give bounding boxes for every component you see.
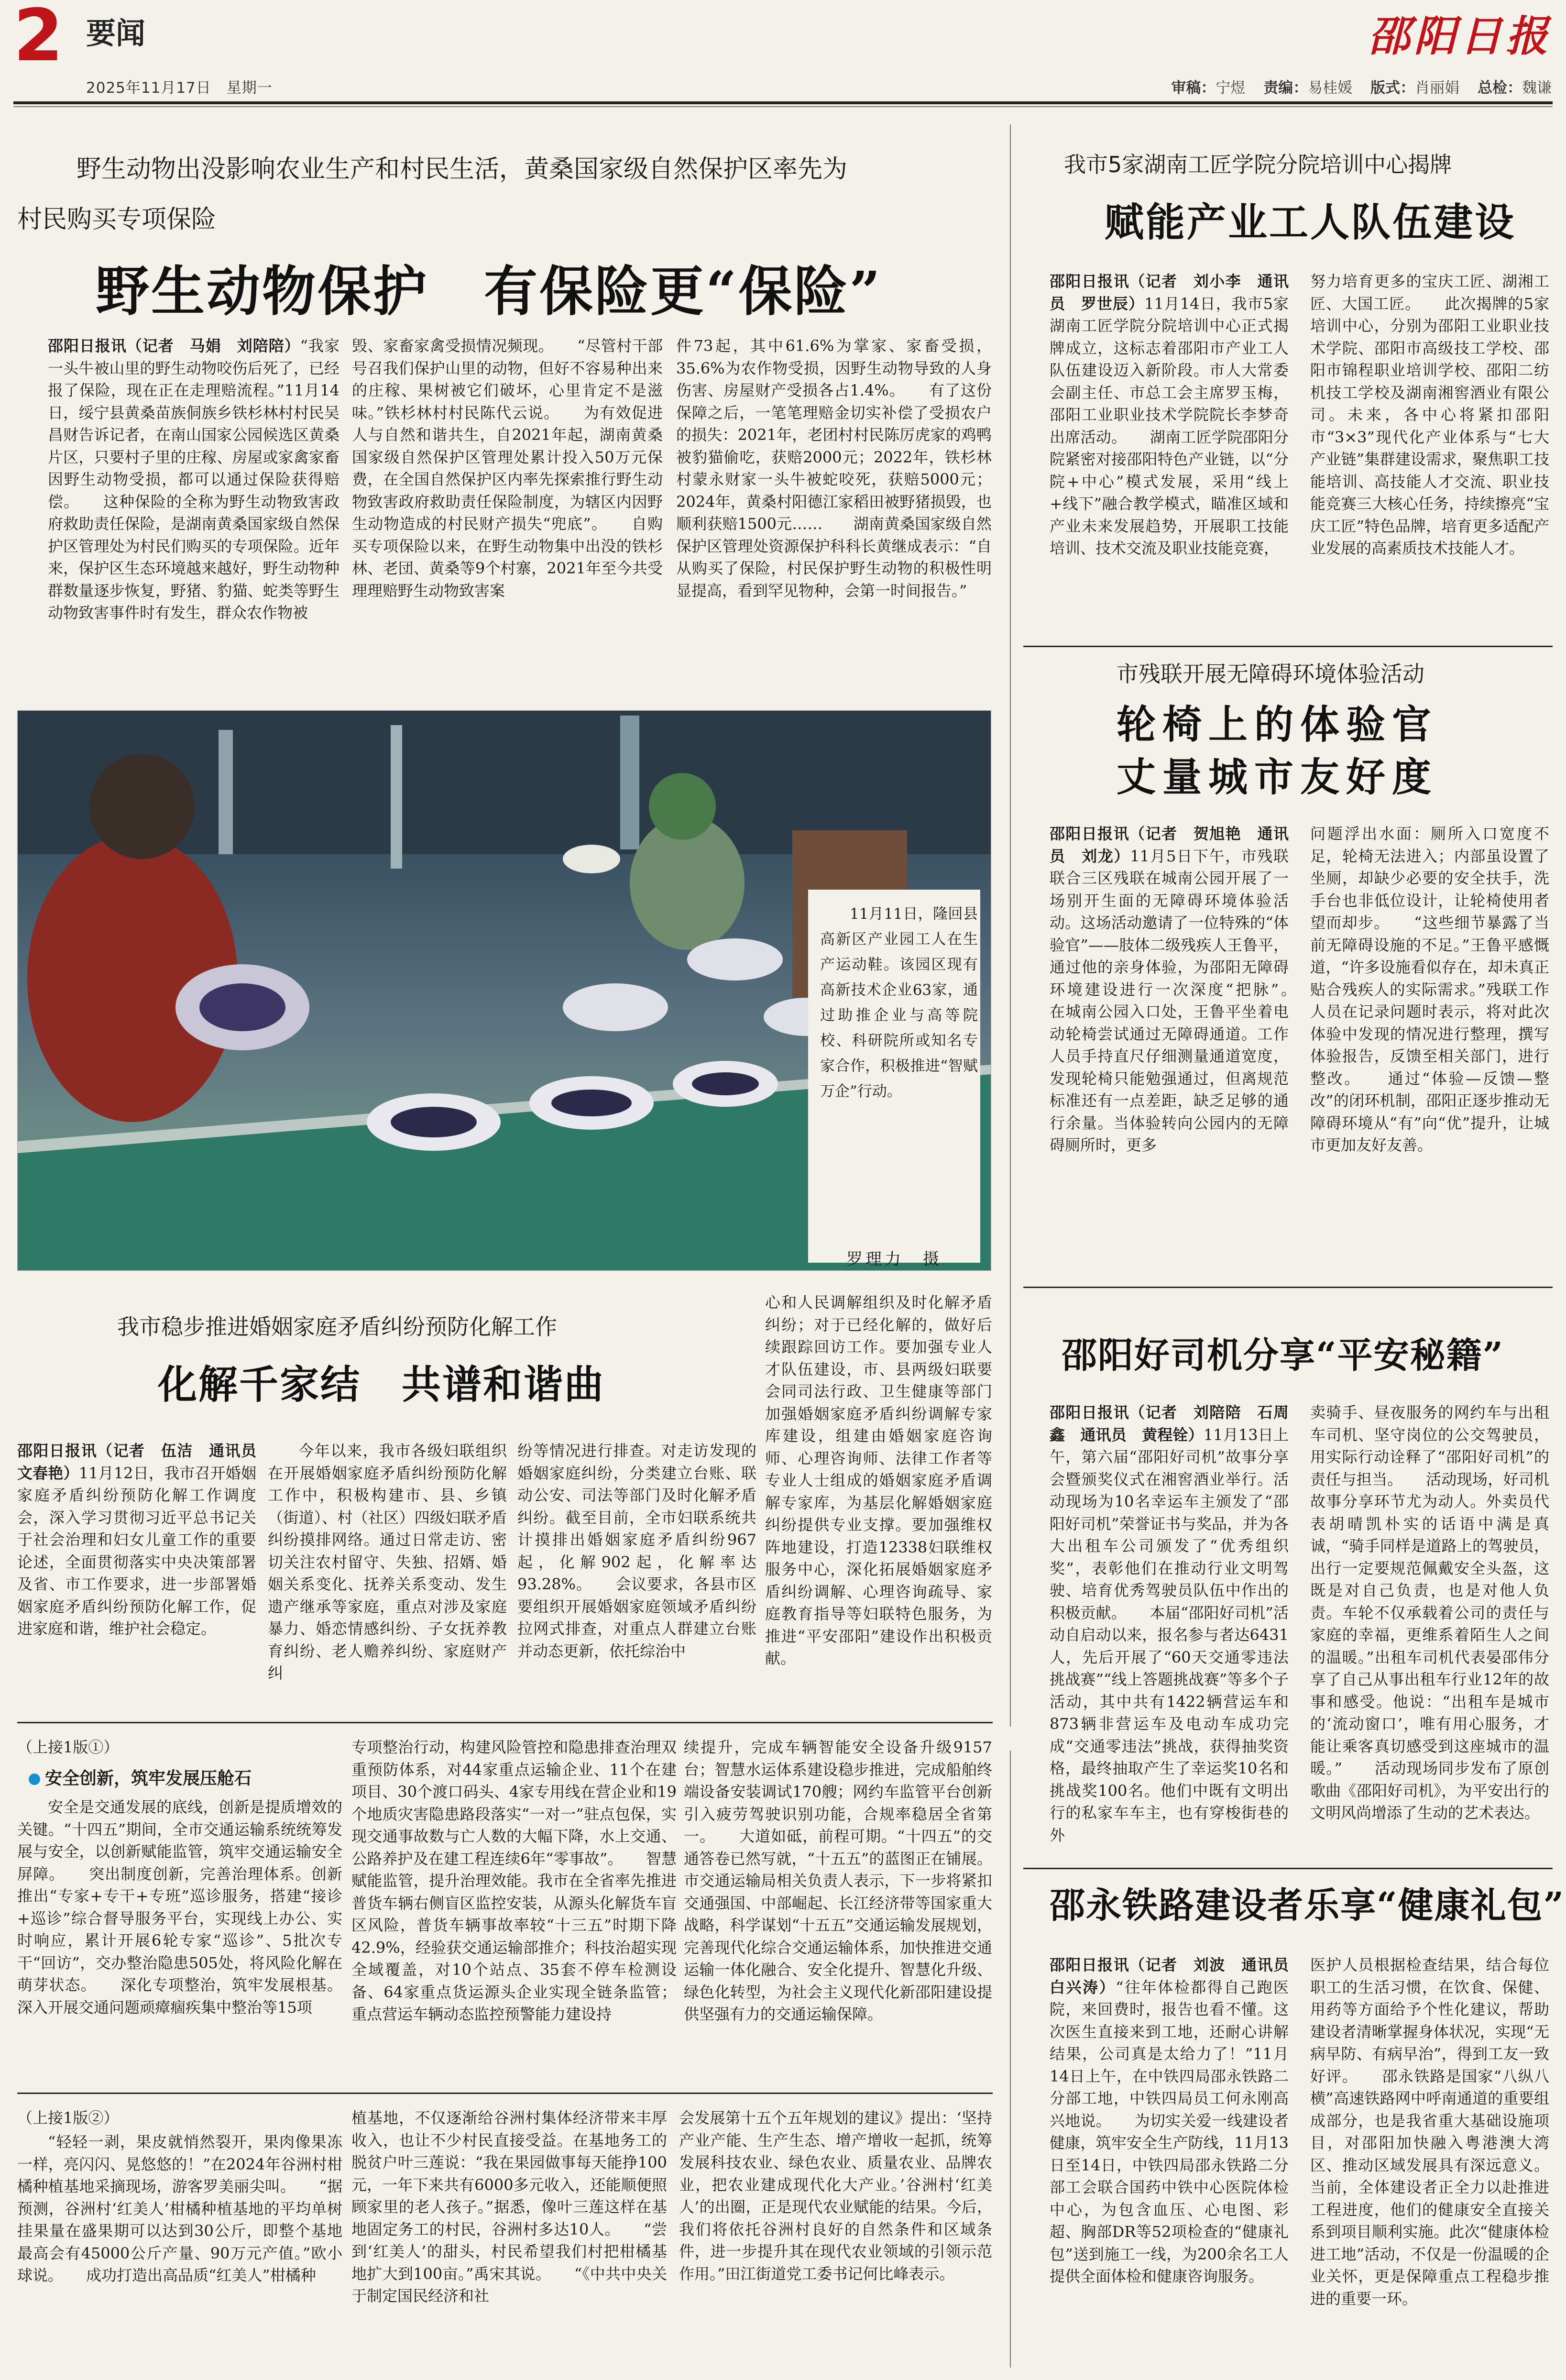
article4-text: 问题浮出水面：厕所入口宽度不足，轮椅无法进入；内部虽设置了坐厕，却缺少必要的安全扶手，洗手台也非低位设计，让轮椅使用者望而却步。 “这些细节暴露了当前无障碍设施的不足。”王鲁平感慨道，“许多设施看似存在，却未真正贴合残疾人的实际需求。”残联工作人员在记录问题时表示，将对此次体验中发现的情况进行整理，撰写体验报告，反馈至相关部门，进行整改。 通过“体验—反馈—整改”的闭环机制，邵阳正逐步推动无障碍环境从“有”向“优”提升，让城市更加友好友善。 [1310, 825, 1549, 1154]
article2-headline: 化解千家结 共谱和谐曲 [158, 1362, 605, 1408]
jump2-column [17, 2131, 342, 2370]
masthead-rule-thin [13, 106, 1553, 107]
article3-text: 努力培育更多的宝庆工匠、湖湘工匠、大国工匠。 此次揭牌的5家培训中心，分别为邵阳工业职业技术学院、邵阳市高级技工学校、邵阳市锦程职业培训学校、邵阳二纺机技工学校及湖南湘窖酒业有限公司。未来，各中心将紧扣邵阳市“3×3”现代化产业体系与“七大产业链”集群建设需求，聚焦职工技能培训、高技能人才交流、职业技能竞赛三大核心任务，持续擦亮“宝庆工匠”特色品牌，培育更多适配产业发展的高素质技术技能人才。 [1310, 272, 1549, 557]
article6-column [1050, 1954, 1304, 2370]
editor-name: 魏谦 [1522, 79, 1552, 97]
article3-column [1050, 270, 1289, 686]
jump2-label [17, 2107, 342, 2126]
article5-text: 11月13日上午，第六届“邵阳好司机”故事分享会暨颁奖仪式在湘窖酒业举行。活动现场为10名幸运车主颁发了“邵阳好司机”荣誉证书与奖品，并为各大出租车公司颁发了“优秀组织奖”，表彰他们在推动行业文明驾驶、培育优秀驾驶员队伍中作出的积极贡献。 本届“邵阳好司机”活动自启动以来，报名参与者达6431人，先后开展了“60天交通零违法挑战赛”“线上答题挑战赛”等多个子活动，其中共有1422辆营运车和873辆非营运车及电动车成功完成“交通零违法”挑战，获得抽奖资格，最终抽取产生了幸运奖10名和挑战奖100名。他们中既有文明出行的私家车车主，也有穿梭街巷的外 [1050, 1425, 1289, 1844]
masthead-rule [13, 101, 1553, 104]
article5-column [1310, 1401, 1549, 1942]
jump2-text: 会发展第十五个五年规划的建议》提出：‘坚持产业产能、生产生态、增产增收一起抓，统筹发展科技农业、绿色农业、质量农业、品牌农业，把农业建成现代化大产业。’谷洲村‘红美人’的出圈，正是现代农业赋能的结果。今后，我们将依托谷洲村良好的自然条件和区域条件，进一步提升其在现代农业领域的引领示范作用。”田江街道党工委书记何比峰表示。 [679, 2109, 992, 2283]
article4-text: 11月5日下午，市残联联合三区残联在城南公园开展了一场别开生面的无障碍环境体验活动。这场活动邀请了一位特殊的“体验官”——肢体二级残疾人王鲁平，通过他的亲身体验，为邵阳无障碍环境建设进行一次深度“把脉”。 在城南公园入口处，王鲁平坐着电动轮椅尝试通过无障碍通道。工作人员手持直尺仔细测量通道宽度，发现轮椅只能勉强通过，但离规范标准还有一点差距，缺乏足够的通行余量。当体验转向公园内的无障碍厕所时，更多 [1050, 847, 1320, 1154]
article1-dateline: 邵阳日报讯（记者 马娟 刘陪陪） [48, 337, 300, 355]
article2-text: 今年以来，我市各级妇联组织在开展婚姻家庭矛盾纠纷预防化解工作中，积极构建市、县、乡镇（街道）、村（社区）四级妇联矛盾纠纷摸排网络。通过日常走访、密切关注农村留守、失独、招婿、婚姻关系变化、抚养关系变动、发生遗产继承等家庭，重点对涉及家庭暴力、婚恋情感纠纷、子女抚养教育纠纷、老人赡养纠纷、家庭财产纠 [268, 1442, 507, 1682]
article3-text: 11月14日，我市5家湖南工匠学院分院培训中心正式揭牌成立，这标志着邵阳市产业工人队伍建设迈入新阶段。市人大常委会副主任、市总工会主席罗玉梅，邵阳工业职业技术学院院长李梦奇出席活动。 湖南工匠学院邵阳分院紧密对接邵阳特色产业链，以“分院+中心”模式发展，采用“线上+线下”融合教学模式，瞄准区域和产业未来发展趋势，开展职工技能培训、技术交流及职业技能竞赛， [1050, 294, 1289, 557]
article5-dateline: 邵阳日报讯（记者 刘陪陪 石周鑫 通讯员 黄程铨） [1050, 1403, 1289, 1444]
issue-date: 2025年11月17日 星期一 [86, 79, 273, 97]
article2-column [517, 1440, 756, 1708]
article3-column [1310, 270, 1549, 686]
article2-column [17, 1440, 272, 1708]
jump1-text: 专项整治行动，构建风险管控和隐患排查治理双重预防体系，对44家重点运输企业、11个在建项目、30个渡口码头、4家专用线在营企业和19个地质灾害隐患路段落实“一对一”驻点包保，实现交通事故数与亡人数的大幅下降，水上交通、公路养护及在建工程连续6年“零事故”。 智慧赋能监管，提升治理效能。我市在全省率先推进普货车辆右侧盲区监控安装，从源头化解货车盲区风险，普货车辆事故率较“十三五”时期下降42.9%，经验获交通运输部推介；科技治超实现全域覆盖，对10个站点、35套不停车检测设备、64家重点货运源头企业实现全链条监管；重点营运车辆动态监控预警能力建设持 [351, 1738, 677, 2023]
article1-text: “我家一头牛被山里的野生动物咬伤后死了，已经报了保险，现在正在走理赔流程。”11月14日，绥宁县黄桑苗族侗族乡铁杉林村村民吴昌财告诉记者，在南山国家公园候选区黄桑片区，只要村子里的庄稼、房屋或家禽家畜因野生动物受损，都可以通过保险获得赔偿。 这种保险的全称为野生动物致害政府救助责任保险，是湖南黄桑国家级自然保护区管理处为村民们购买的专项保险。近年来，保护区生态环境越来越好，野生动物种群数量逐步恢复，野猪、豹猫、蛇类等野生动物致害事件时有发生，群众农作物被 [48, 337, 339, 622]
editor-name: 易桂媛 [1308, 79, 1353, 97]
article2-dateline: 邵阳日报讯（记者 伍洁 通讯员 文春艳） [17, 1442, 272, 1482]
jump1-text: 续提升，完成车辆智能安全设备升级9157台；智慧水运体系建设稳步推进，完成船舶终端设备安装调试170艘；网约车监管平台创新引入疲劳驾驶识别功能，合规率稳居全省第一。 大道如砥，前程可期。“十四五”的交通答卷已然写就，“十五五”的蓝图正在铺展。市交通运输局相关负责人表示，下一步将紧扣交通强国、中部崛起、长江经济带等国家重大战略，科学谋划“十五五”交通运输发展规划，完善现代化综合交通运输体系，加快推进交通运输一体化融合、安全化提升、智慧化升级、绿色化转型，为社会主义现代化新邵阳建设提供坚强有力的交通运输保障。 [684, 1738, 992, 2023]
jump1-subhead [29, 1765, 252, 1789]
article2-text: 11月12日，我市召开婚姻家庭矛盾纠纷预防化解工作调度会，深入学习贯彻习近平总书记关于社会治理和妇女儿童工作的重要论述，全面贯彻落实中央决策部署及省、市工作要求，进一步部署婚姻家庭矛盾纠纷预防化解工作，促进家庭和谐，维护社会稳定。 [17, 1464, 256, 1638]
photo-credit: 罗理力 摄 [846, 1250, 942, 1269]
editor-role: 审稿： [1171, 79, 1216, 97]
editor-role: 总检： [1478, 79, 1522, 97]
article1-column [676, 335, 992, 698]
article5-text: 卖骑手、昼夜服务的网约车与出租车司机、坚守岗位的公交驾驶员，用实际行动诠释了“邵阳好司机”的责任与担当。 活动现场，好司机故事分享环节尤为动人。外卖员代表胡晴凯朴实的话语中满是真诚，“骑手同样是道路上的驾驶员，出行一定要规范佩戴安全头盔，这既是对自己负责，也是对他人负责。车轮不仅承载着公司的责任与家庭的幸福，更维系着陌生人之间的温暖。”出租车司机代表晏邵伟分享了自己从事出租车行业12年的故事和感受。他说：“出租车是城市的‘流动窗口’，唯有用心服务，才能让乘客真切感受到这座城市的温暖。” 活动现场同步发布了原创歌曲《邵阳好司机》，为平安出行的文明风尚增添了生动的艺术表达。 [1310, 1403, 1549, 1822]
section-rule [17, 2093, 993, 2094]
editor-role: 版式： [1370, 79, 1415, 97]
editor-credits [1171, 76, 1552, 97]
jump2-text: “轻轻一剥，果皮就悄然裂开，果肉像果冻一样，亮闪闪、晃悠悠的！”在2024年谷洲村柑橘种植基地采摘现场，游客罗美丽尖叫。 “据预测，谷洲村‘红美人’柑橘种植基地的平均单树挂果量在盛果期可以达到30公斤，即整个基地最高会有45000公斤产量、90万元产值。”欧小球说。 成功打造出高品质“红美人”柑橘种 [17, 2133, 342, 2284]
article1-kicker: 村民购买专项保险 [17, 205, 217, 234]
section-rule [1023, 646, 1553, 647]
article5-column [1050, 1401, 1289, 1942]
editor-role: 责编： [1263, 79, 1308, 97]
photo-caption [820, 902, 978, 1104]
article4-headline: 轮椅上的体验官 [1117, 702, 1438, 748]
article2-text: 纷等情况进行排查。对走访发现的婚姻家庭纠纷，分类建立台账、联动公安、司法等部门及时化解矛盾纠纷。截至目前，全市妇联系统共计摸排出婚姻家庭矛盾纠纷967起，化解902起，化解率达93.28%。 会议要求，各县市区要组织开展婚姻家庭领域矛盾纠纷拉网式排查，对重点人群建立台账并动态更新，依托综治中 [517, 1442, 756, 1660]
article6-text: “往年体检都得自己跑医院，来回费时，报告也看不懂。这次医生直接来到工地，还耐心讲解结果，公司真是太给力了！”11月14日上午，在中铁四局邵永铁路二分部工地，中铁四局员工何永刚高兴地说。 为切实关爱一线建设者健康，筑牢安全生产防线，11月13日至14日，中铁四局邵永铁路二分部工会联合国药中铁中心医院体检中心，为包含血压、心电图、彩超、胸部DR等52项检查的“健康礼包”送到施工一线，为200余名工人提供全面体检和健康咨询服务。 [1050, 1978, 1289, 2285]
jump1-subhead-text: 安全创新，筑牢发展压舱石 [45, 1769, 252, 1788]
jump1-column [17, 1796, 342, 2078]
column-divider [1010, 124, 1011, 1727]
article4-column [1310, 823, 1549, 1263]
article2-column [765, 1291, 992, 1708]
article4-headline: 丈量城市友好度 [1117, 754, 1438, 800]
article1-text: 毁、家畜家禽受损情况频现。 “尽管村干部号召我们保护山里的动物，但好不容易种出来的庄稼、果树被它们破坏，心里肯定不是滋味。”铁杉林村村民陈代云说。 为有效促进人与自然和谐共生，自2021年起，湖南黄桑国家级自然保护区管理处累计投入50万元保费，在全国自然保护区内率先探索推行野生动物致害政府救助责任保险制度，为辖区内因野生动物造成的村民财产损失“兜底”。 自购买专项保险以来，在野生动物集中出没的铁杉林、老団、黄桑等9个村寨，2021年至今共受理理赔野生动物致害案 [352, 337, 663, 600]
newspaper-logo: 邵阳日报 [1368, 11, 1552, 61]
article6-column [1310, 1954, 1549, 2370]
article5-headline: 邵阳好司机分享“平安秘籍” [1062, 1335, 1504, 1376]
article6-text: 医护人员根据检查结果，结合每位职工的生活习惯，在饮食、保健、用药等方面给予个性化建议，帮助建设者清晰掌握身体状况，实现“无病早防、有病早治”，得到工友一致好评。 邵永铁路是国家“八纵八横”高速铁路网中呼南通道的重要组成部分，也是我省重大基础设施项目，对邵阳加快融入粤港澳大湾区、推动区域发展具有深远意义。当前，全体建设者正全力以赴推进工程进度，他们的健康安全直接关系到项目顺利实施。此次“健康体检进工地”活动，不仅是一份温暖的企业关怀，更是保障重点工程稳步推进的重要一环。 [1310, 1956, 1549, 2308]
article3-dateline: 邵阳日报讯（记者 刘小李 通讯员 罗世辰） [1050, 272, 1289, 313]
article2-column [268, 1440, 507, 1708]
article2-text: 心和人民调解组织及时化解矛盾纠纷；对于已经化解的，做好后续跟踪回访工作。要加强专业人才队伍建设，市、县两级妇联要会同司法行政、卫生健康等部门加强婚姻家庭矛盾纠纷调解专家库建设，组建由婚姻家庭咨询师、心理咨询师、法律工作者等专业人士组成的婚姻家庭矛盾调解专家库，为基层化解婚姻家庭纠纷提供专业支撑。要加强维权阵地建设，打造12338妇联维权服务中心，深化拓展婚姻家庭矛盾纠纷调解、心理咨询疏导、家庭教育指导等妇联特色服务，为推进“平安邵阳”建设作出积极贡献。 [765, 1293, 992, 1667]
section-rule [1023, 1868, 1553, 1869]
article3-kicker: 我市5家湖南工匠学院分院培训中心揭牌 [1064, 152, 1452, 177]
photo-caption-text: 11月11日，隆回县高新区产业园工人在生产运动鞋。该园区现有高新技术企业63家，通过助推企业与高等院校、科研院所或知名专家合作，积极推进“智赋万企”行动。 [820, 905, 978, 1100]
jump1-column [351, 1736, 677, 2078]
section-rule [1023, 1287, 1553, 1288]
article1-headline: 野生动物保护 有保险更“保险” [96, 260, 882, 323]
jump1-column [684, 1736, 992, 2078]
article2-kicker: 我市稳步推进婚姻家庭矛盾纠纷预防化解工作 [117, 1314, 557, 1340]
article3-headline: 赋能产业工人队伍建设 [1105, 199, 1516, 245]
page-number: 2 [13, 0, 64, 77]
article4-kicker: 市残联开展无障碍环境体验活动 [1117, 661, 1424, 687]
jump2-column [679, 2107, 992, 2370]
jump2-label-text: （上接1版②） [17, 2109, 119, 2127]
column-divider [1010, 1751, 1011, 2368]
section-title: 要闻 [86, 16, 146, 51]
article6-dateline: 邵阳日报讯（记者 刘波 通讯员 白兴涛） [1050, 1956, 1304, 1996]
jump1-text: 安全是交通发展的底线，创新是提质增效的关键。“十四五”期间，全市交通运输系统统筹发展与安全，以创新赋能监管，筑牢交通运输安全屏障。 突出制度创新，完善治理体系。创新推出“专家+专干+专班”巡诊服务，搭建“接诊+巡诊”综合督导服务平台，实现线上办公、实时响应，累计开展6轮专家“巡诊”、5批次专干“回访”，交办整治隐患505处，将风险化解在萌芽状态。 深化专项整治，筑牢发展根基。深入开展交通问题顽瘴痼疾集中整治等15项 [17, 1798, 342, 2016]
editor-name: 宁煜 [1216, 79, 1246, 97]
jump2-column [351, 2107, 667, 2370]
article6-headline: 邵永铁路建设者乐享“健康礼包” [1050, 1885, 1565, 1926]
bullet-icon [29, 1774, 40, 1785]
jump1-label [17, 1736, 342, 1755]
article1-column [352, 335, 663, 698]
section-rule [17, 1722, 993, 1723]
jump2-text: 植基地，不仅逐渐给谷洲村集体经济带来丰厚收入，也让不少村民直接受益。在基地务工的脱贫户叶三莲说：“我在果园做事每天能挣100元，一年下来共有6000多元收入，还能顺便照顾家里的老人孩子。”据悉，像叶三莲这样在基地固定务工的村民，谷洲村多达10人。 “尝到‘红美人’的甜头，村民希望我们村把柑橘基地扩大到100亩。”禹宋其说。 “《中共中央关于制定国民经济和社 [351, 2109, 667, 2305]
article4-dateline: 邵阳日报讯（记者 贺旭艳 通讯员 刘龙） [1050, 825, 1289, 865]
article1-column [48, 335, 339, 698]
article1-text: 件73起，其中61.6%为掌家、家畜受损，35.6%为农作物受损，因野生动物导致的人身伤害、房屋财产受损各占1.4%。 有了这份保障之后，一笔笔理赔金切实补偿了受损农户的损失：2021年，老团村村民陈厉虎家的鸡鸭被豹猫偷吃，获赔2000元；2022年，铁杉林村蒙永财家一头牛被蛇咬死，获赔5000元；2024年，黄桑村阳德江家稻田被野猪损毁，也顺利获赔1500元…… 湖南黄桑国家级自然保护区管理处资源保护科科长黄继成表示：“自从购买了保险，村民保护野生动物的积极性明显提高，看到罕见物种，会第一时间报告。” [676, 337, 992, 600]
article1-kicker: 野生动物出没影响农业生产和村民生活，黄桑国家级自然保护区率先为 [77, 155, 848, 184]
jump1-label-text: （上接1版①） [17, 1738, 119, 1756]
editor-name: 肖丽娟 [1415, 79, 1460, 97]
